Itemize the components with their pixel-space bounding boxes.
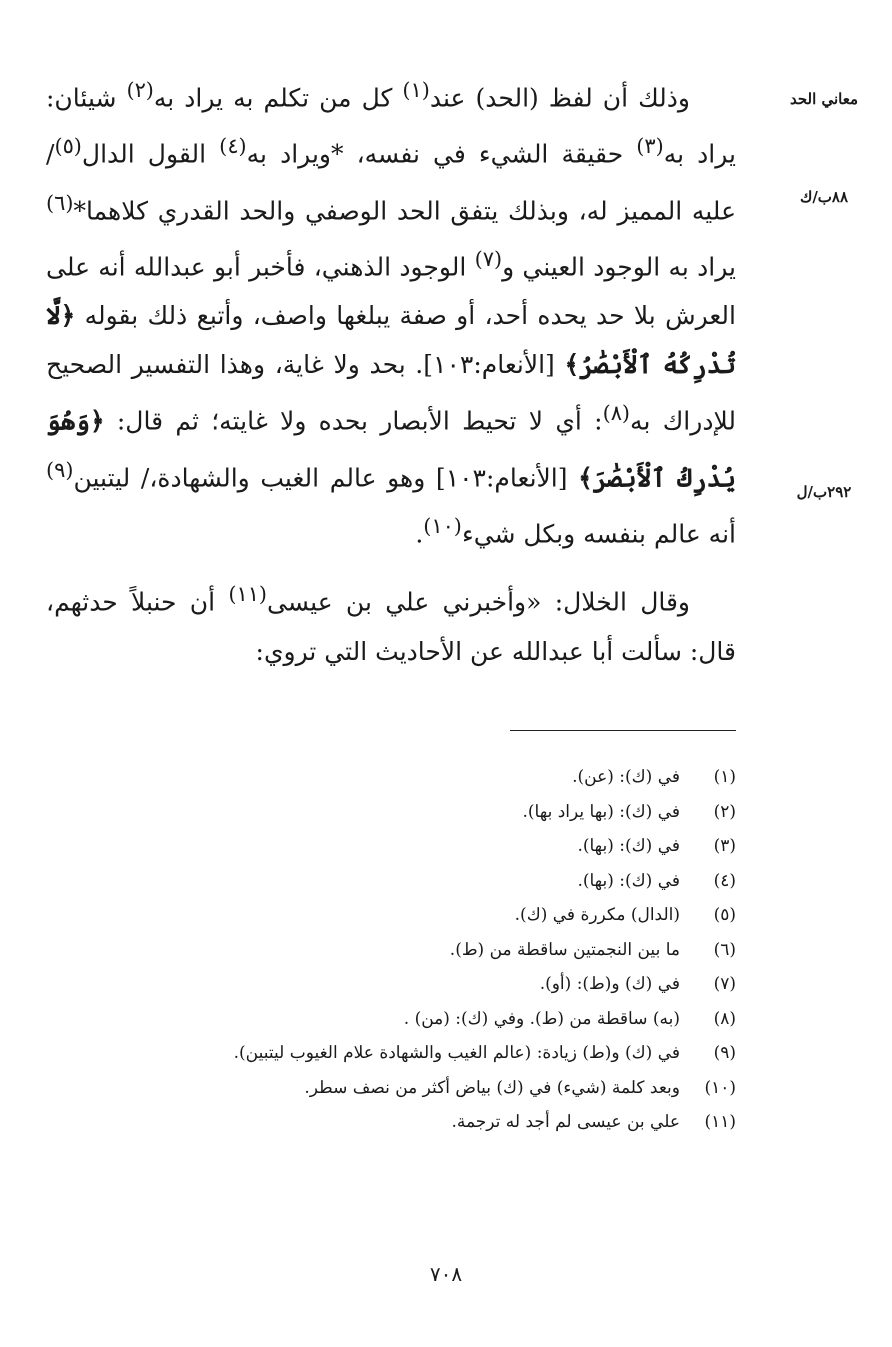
footnote-item (100, 898, 736, 933)
footnote-number: (٧) (713, 974, 736, 994)
footnote-number: (١٠) (704, 1077, 736, 1098)
footnote-text: في (ك) و(ط): (أو). (539, 974, 680, 994)
footnote-number: (٢) (713, 801, 736, 822)
footnote-text: ما بين النجمتين ساقطة من (ط). (449, 939, 680, 960)
text-span: / عليه المميز له، وبذلك يتفق الحد الوصفي والحد القدري كلاهما* (46, 139, 736, 225)
footnotes (100, 760, 736, 1140)
footnote-ref-5: (٥) (54, 134, 82, 159)
footnote-number: (٨) (713, 1008, 736, 1029)
text-span: : أي لا تحيط الأبصار بحده ولا غايته؛ ثم قال: (104, 406, 603, 436)
footnote-ref-3: (٣) (636, 134, 664, 159)
text-span: وقال الخلال: «وأخبرني علي بن عيسى (267, 587, 691, 617)
text-span: شيئان: يراد به (46, 83, 736, 169)
margin-note-topic: معاني الحد (789, 90, 859, 108)
footnote-item (100, 1036, 736, 1071)
footnote-item (100, 967, 736, 1002)
footnote-item (100, 933, 736, 968)
footnote-text: وبعد كلمة (شيء) في (ك) بياض أكثر من نصف سطر. (304, 1077, 680, 1098)
footnote-number: (١) (713, 767, 736, 787)
footnote-item (100, 1002, 736, 1037)
footnote-number: (٣) (713, 836, 736, 856)
footnote-text: (الدال) مكررة في (ك). (514, 905, 680, 925)
footnote-ref-8: (٨) (602, 401, 631, 426)
footnote-item (100, 1105, 736, 1140)
footnote-number: (١١) (704, 1112, 736, 1132)
page-number: ٧٠٨ (429, 1262, 463, 1286)
footnote-text: (به) ساقطة من (ط). وفي (ك): (من) . (403, 1008, 680, 1029)
footnote-text: علي بن عيسى لم أجد له ترجمة. (451, 1112, 680, 1132)
footnote-item (100, 829, 736, 864)
footnote-item (100, 864, 736, 899)
footnote-ref-11: (١١) (228, 582, 268, 607)
footnote-ref-2: (٢) (126, 78, 154, 102)
main-text (46, 66, 736, 676)
text-span: [الأنعام:١٠٣] وهو عالم الغيب والشهادة،/ ليتبين (73, 462, 579, 492)
paragraph-2 (46, 570, 736, 675)
text-span: أن حنبلاً حدثهم، قال: سألت أبا عبدالله عن الأحاديث التي تروي: (46, 587, 736, 666)
footnote-ref-4: (٤) (219, 134, 247, 159)
quran-verse-2: ﴿وَهُوَ يُدْرِكُ ٱلْأَبْصَٰرَ﴾ (46, 406, 736, 492)
text-span: وذلك أن لفظ (الحد) عند (429, 83, 690, 113)
footnote-item (100, 1071, 736, 1106)
footnote-ref-6: (٦) (46, 190, 74, 215)
footnote-divider (510, 730, 736, 731)
footnote-number: (٤) (713, 870, 736, 891)
text-span: [الأنعام:١٠٣]. بحد ولا غاية، وهذا التفسير الصحيح للإدراك به (46, 350, 736, 436)
footnote-ref-1: (١) (402, 78, 430, 102)
margin-note-folio-k: ٨٨ب/ك (799, 188, 849, 206)
footnote-text: في (ك): (بها يراد بها). (522, 801, 680, 822)
footnote-number: (٥) (713, 905, 736, 925)
text-span: الوجود الذهني، فأخبر أبو عبدالله أنه على العرش بلا حد يحده أحد، أو صفة يبلغها واصف، وأتبع ذلك بقوله (46, 252, 736, 331)
footnote-item (100, 795, 736, 830)
text-span: كل من تكلم به يراد به (153, 83, 403, 113)
footnote-item (100, 760, 736, 795)
paragraph-1 (46, 66, 736, 558)
footnote-text: في (ك): (بها). (577, 870, 680, 891)
footnote-text: في (ك): (عن). (572, 767, 680, 787)
footnote-text: في (ك) و(ط) زيادة: (عالم الغيب والشهادة علام الغيوب ليتبين). (233, 1043, 680, 1063)
footnote-number: (٦) (713, 939, 736, 960)
footnote-ref-7: (٧) (474, 246, 503, 271)
footnote-number: (٩) (713, 1043, 736, 1063)
text-span: . (415, 519, 424, 549)
text-span: يراد به الوجود العيني و (502, 252, 736, 282)
footnote-ref-9: (٩) (46, 457, 74, 482)
footnote-text: في (ك): (بها). (577, 836, 680, 856)
footnote-ref-10: (١٠) (423, 513, 462, 538)
text-span: القول الدال (81, 139, 220, 169)
margin-note-folio-l: ٢٩٢ب/ل (796, 483, 852, 501)
quran-verse-1: ﴿لَّا تُدْرِكُهُ ٱلْأَبْصَٰرُ﴾ (46, 301, 736, 380)
text-span: حقيقة الشيء في نفسه، *ويراد به (246, 139, 637, 169)
text-span: أنه عالم بنفسه وبكل شيء (461, 519, 736, 549)
